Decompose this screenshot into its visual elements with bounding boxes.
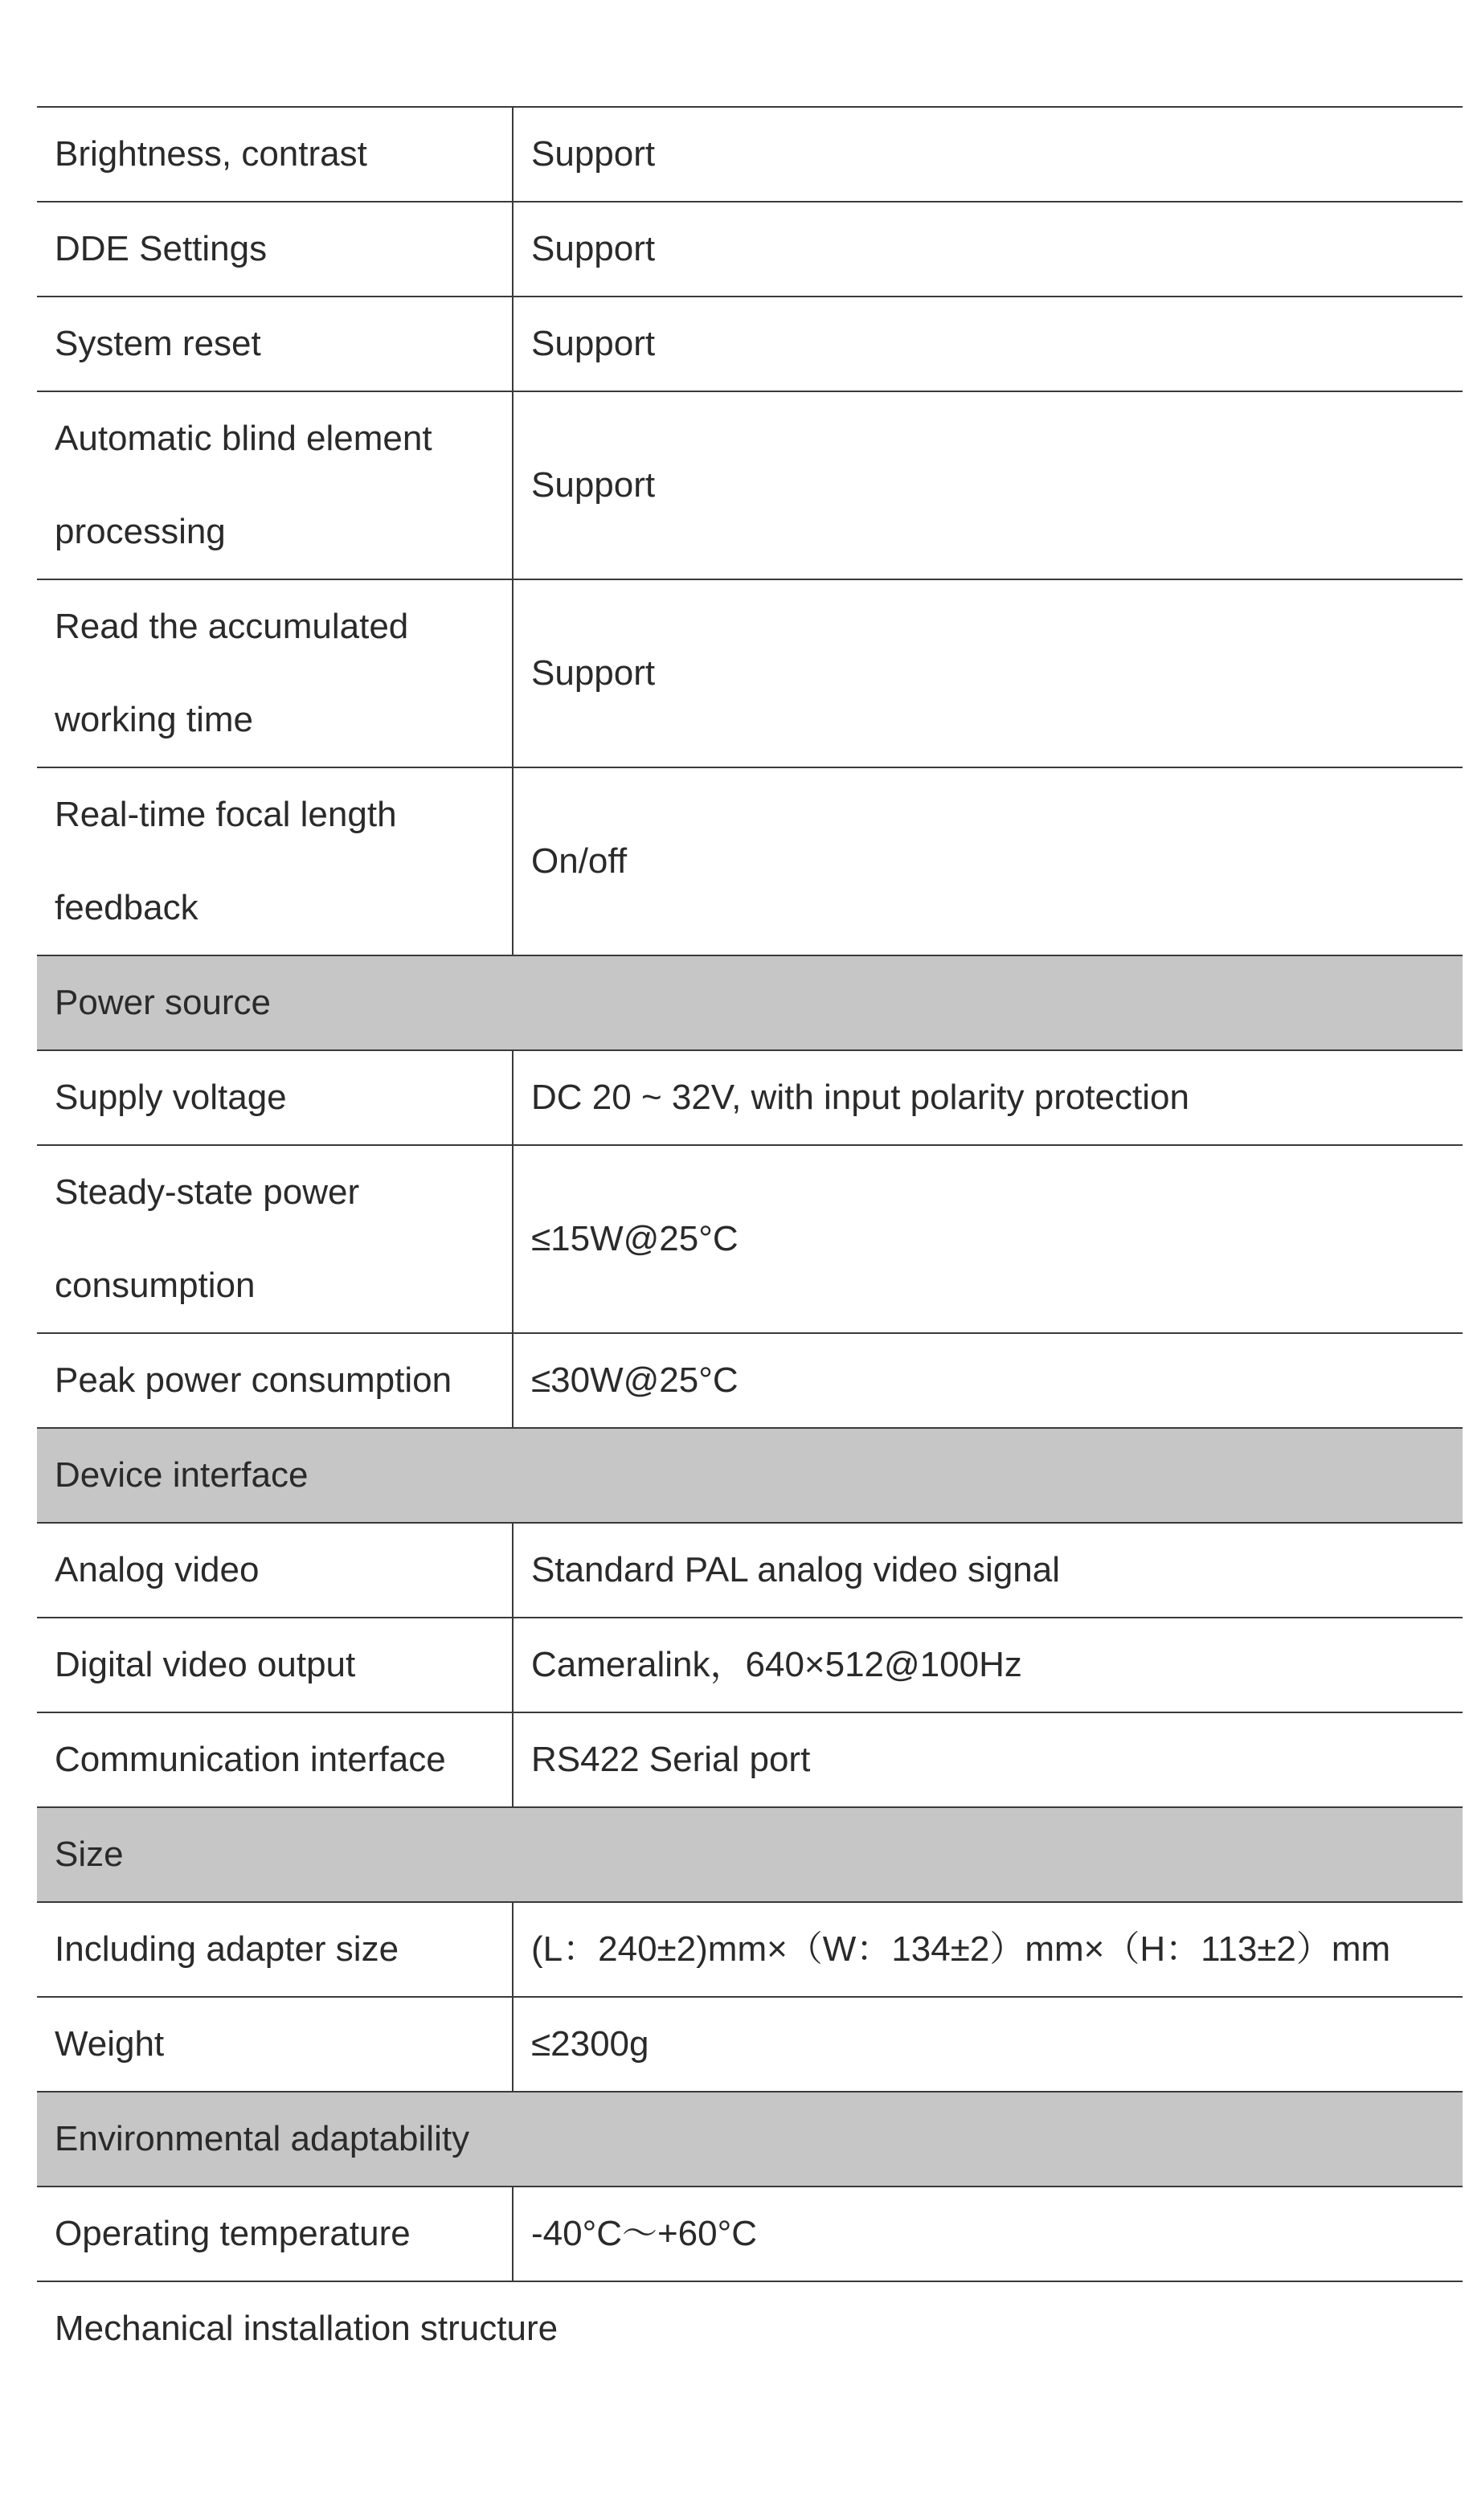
spec-row	[37, 1902, 1463, 1997]
spec-label: System reset	[37, 297, 513, 391]
spec-label: Communication interface	[37, 1712, 513, 1807]
spec-row	[37, 1997, 1463, 2092]
spec-table-body	[37, 107, 1463, 2375]
spec-label: DDE Settings	[37, 202, 513, 297]
spec-value: RS422 Serial port	[513, 1712, 1463, 1807]
spec-value: Support	[513, 202, 1463, 297]
spec-label: Operating temperature	[37, 2187, 513, 2281]
spec-label: Digital video output	[37, 1618, 513, 1712]
spec-value: Support	[513, 107, 1463, 202]
section-header-row	[37, 955, 1463, 1050]
spec-row	[37, 1523, 1463, 1618]
section-header-row	[37, 1428, 1463, 1523]
spec-label: Brightness, contrast	[37, 107, 513, 202]
spec-label: Read the accumulated working time	[37, 579, 513, 767]
spec-value: -40°C～+60°C	[513, 2187, 1463, 2281]
spec-label: Real-time focal length feedback	[37, 767, 513, 955]
spec-row	[37, 1145, 1463, 1333]
spec-value: Support	[513, 579, 1463, 767]
section-title: Size	[37, 1807, 1463, 1902]
spec-row	[37, 1050, 1463, 1145]
spec-row	[37, 767, 1463, 955]
spec-table	[37, 106, 1463, 2375]
spec-label: Weight	[37, 1997, 513, 2092]
spec-label: Automatic blind element processing	[37, 391, 513, 579]
spec-label: Steady-state power consumption	[37, 1145, 513, 1333]
spec-value: ≤30W@25°C	[513, 1333, 1463, 1428]
spec-value: Cameralink，640×512@100Hz	[513, 1618, 1463, 1712]
spec-row	[37, 391, 1463, 579]
spec-row	[37, 202, 1463, 297]
spec-row	[37, 297, 1463, 391]
spec-label: Peak power consumption	[37, 1333, 513, 1428]
spec-row	[37, 2187, 1463, 2281]
spec-row	[37, 107, 1463, 202]
spec-row	[37, 1618, 1463, 1712]
spec-label: Analog video	[37, 1523, 513, 1618]
section-title: Mechanical installation structure	[37, 2281, 1463, 2375]
spec-value: ≤2300g	[513, 1997, 1463, 2092]
spec-row	[37, 1712, 1463, 1807]
section-title: Device interface	[37, 1428, 1463, 1523]
spec-row	[37, 1333, 1463, 1428]
spec-value: ≤15W@25°C	[513, 1145, 1463, 1333]
spec-value: On/off	[513, 767, 1463, 955]
section-header-row	[37, 2281, 1463, 2375]
spec-value: DC 20 ~ 32V, with input polarity protection	[513, 1050, 1463, 1145]
spec-label: Supply voltage	[37, 1050, 513, 1145]
spec-label: Including adapter size	[37, 1902, 513, 1997]
section-header-row	[37, 2092, 1463, 2187]
spec-value: Support	[513, 391, 1463, 579]
spec-value: (L：240±2)mm×（W：134±2）mm×（H：113±2）mm	[513, 1902, 1463, 1997]
section-title: Power source	[37, 955, 1463, 1050]
spec-row	[37, 579, 1463, 767]
spec-value: Standard PAL analog video signal	[513, 1523, 1463, 1618]
spec-value: Support	[513, 297, 1463, 391]
section-header-row	[37, 1807, 1463, 1902]
section-title: Environmental adaptability	[37, 2092, 1463, 2187]
